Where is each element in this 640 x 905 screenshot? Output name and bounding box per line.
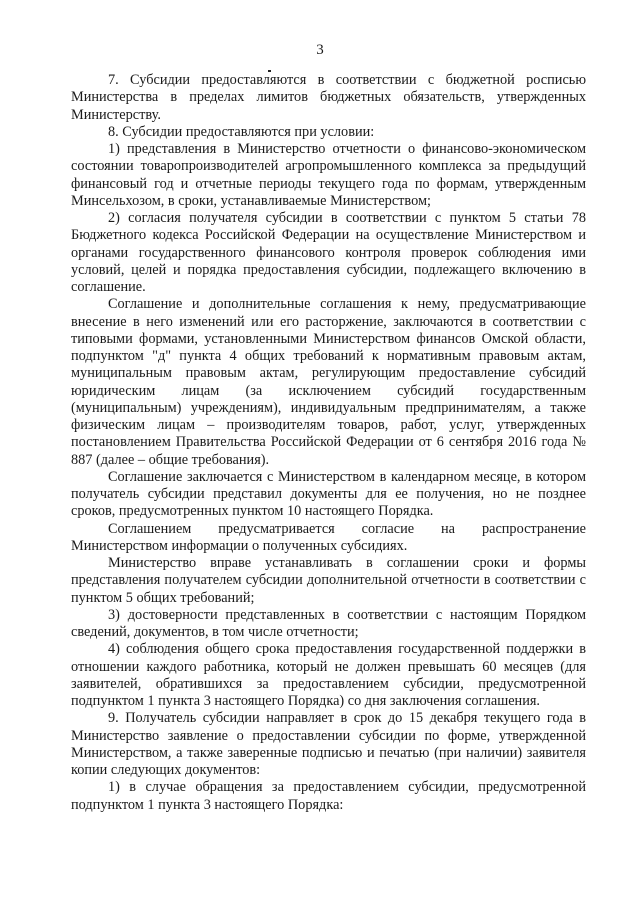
page-number: 3 xyxy=(316,42,324,58)
paragraph-8: 8. Субсидии предоставляются при условии: xyxy=(108,123,375,140)
paragraph-8-item-3: 3) достоверности представленных в соответствии с настоящим Порядком сведений, документов, в том числе отчетности; xyxy=(71,606,586,640)
paragraph-9: 9. Получатель субсидии направляет в срок до 15 декабря текущего года в Министерство заявление о предоставлении субсидии по форме, утвержденной Министерством, а также заверенные подписью и печатью (при наличии) заявителя копии следующих документов: xyxy=(71,710,586,778)
paragraph-agreement-consent: Соглашением предусматривается согласие на распространение Министерством информации о полученных субсидиях. xyxy=(71,520,586,554)
document-body xyxy=(71,72,586,814)
paragraph-reporting: Министерство вправе устанавливать в соглашении сроки и формы представления получателем субсидии дополнительной отчетности в соответствии с пунктом 5 общих требований; xyxy=(71,555,586,606)
paragraph-8-item-4: 4) соблюдения общего срока предоставления государственной поддержки в отношении каждого работника, который не должен превышать 60 месяцев (для заявителей, обратившихся за предоставлением субсидии, предусмотренной подпунктом 1 пункта 3 настоящего Порядка) со дня заключения соглашения. xyxy=(71,641,586,709)
paragraph-7: 7. Субсидии предоставляются в соответствии с бюджетной росписью Министерства в пределах лимитов бюджетных обязательств, утвержденных Министерству. xyxy=(71,72,586,123)
paragraph-agreement-term: Соглашение заключается с Министерством в календарном месяце, в котором получатель субсидии представил документы для ее получения, но не позднее сроков, предусмотренных пунктом 10 настоящего Порядка. xyxy=(71,468,586,520)
paragraph-8-item-1: 1) представления в Министерство отчетности о финансово-экономическом состоянии товаропроизводителей агропромышленного комплекса за предыдущий финансовый год и отчетные периоды текущего года по формам, утвержденным Минсельхозом, в сроки, устанавливаемые Министерством; xyxy=(71,141,586,209)
paragraph-agreement: Соглашение и дополнительные соглашения к нему, предусматривающие внесение в него изменений или его расторжение, заключаются в соответствии с типовыми формами, установленными Министерством финансов Омской области, подпунктом "д" пункта 4 общих требований к нормативным правовым актам, муниципальным правовым актам, регулирующим предоставление субсидий юридическим лицам (за исключением субсидий государственным (муниципальным) учреждениям), индивидуальным предпринимателям, а также физическим лицам – производителям товаров, работ, услуг, утвержденных постановлением Правительства Российской Федерации от 6 сентября 2016 года № 887 (далее – общие требования). xyxy=(71,296,586,468)
paragraph-8-item-2: 2) согласия получателя субсидии в соответствии с пунктом 5 статьи 78 Бюджетного кодекса Российской Федерации на осуществление Министерством и органами государственного финансового контроля проверок соблюдения ими условий, целей и порядка предоставления субсидии, подлежащего включению в соглашение. xyxy=(71,210,586,295)
paragraph-9-item-1: 1) в случае обращения за предоставлением субсидии, предусмотренной подпунктом 1 пункта 3 настоящего Порядка: xyxy=(71,779,586,813)
